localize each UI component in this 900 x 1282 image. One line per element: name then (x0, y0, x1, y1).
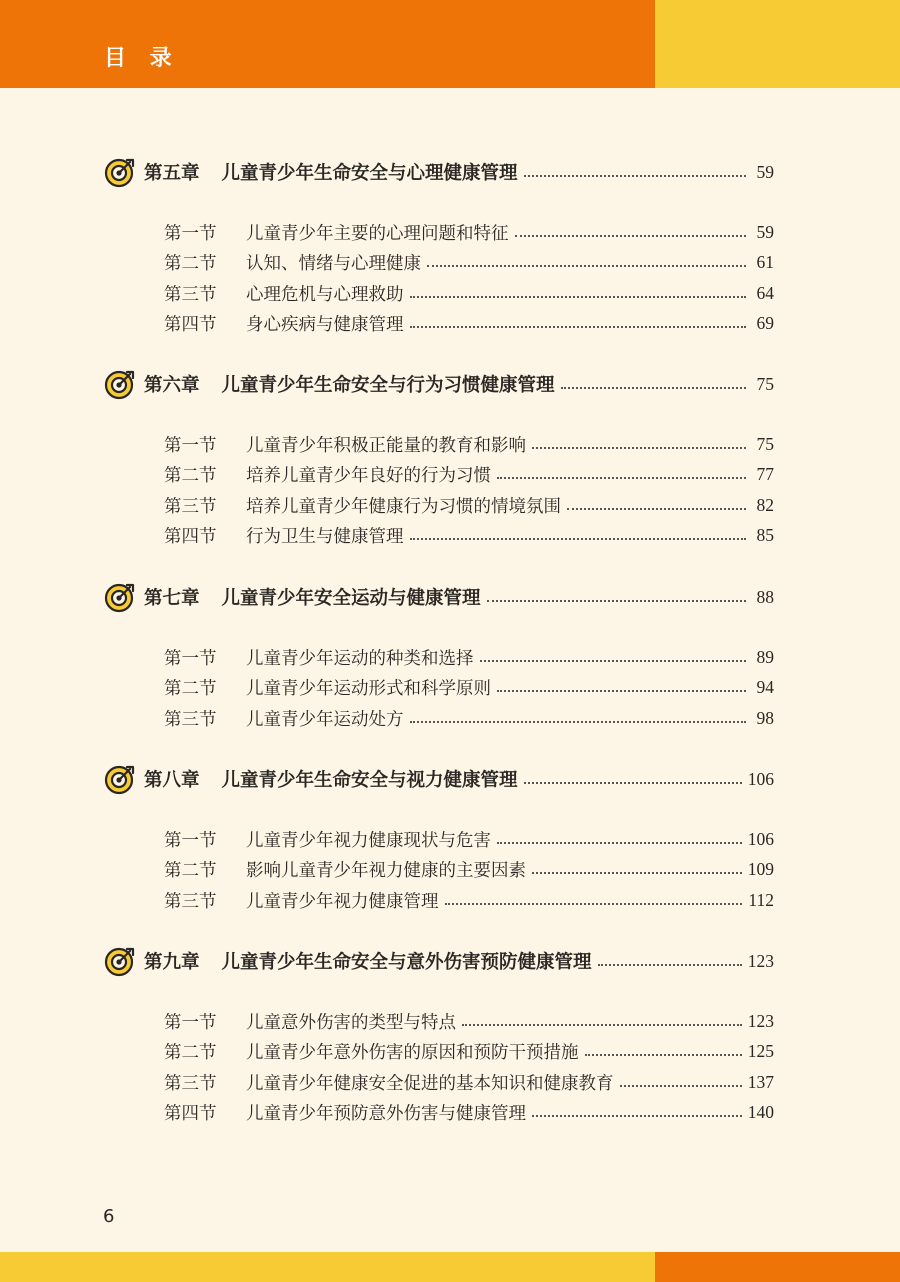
chapter-title: 儿童青少年生命安全与视力健康管理 (221, 770, 518, 791)
footer-yellow-block (0, 1252, 655, 1282)
chapter-page-number: 88 (756, 586, 774, 607)
section-entry[interactable] (164, 855, 774, 885)
section-page-number: 140 (747, 1102, 774, 1122)
section-title: 行为卫生与健康管理 (246, 527, 404, 547)
section-entry[interactable] (164, 490, 774, 520)
dot-leader (620, 1084, 742, 1087)
dot-leader (561, 386, 746, 389)
section-number: 第二节 (164, 861, 217, 881)
dot-leader (487, 599, 746, 602)
chapter-page-number: 59 (756, 161, 774, 182)
section-entry[interactable] (164, 460, 774, 490)
header-orange-block (0, 0, 655, 88)
section-number: 第四节 (164, 315, 217, 335)
section-page-number: 82 (756, 494, 774, 515)
chapter-title: 儿童青少年安全运动与健康管理 (221, 588, 481, 609)
section-entry[interactable] (164, 642, 774, 672)
target-icon (104, 580, 138, 614)
section-title: 儿童青少年主要的心理问题和特征 (246, 223, 509, 244)
dot-leader (524, 174, 746, 177)
section-title: 培养儿童青少年健康行为习惯的情境氛围 (246, 496, 561, 517)
dot-leader (532, 871, 742, 874)
section-title: 儿童青少年视力健康现状与危害 (246, 830, 491, 851)
section-title: 儿童青少年运动形式和科学原则 (246, 679, 491, 699)
chapter-number: 第九章 (144, 952, 200, 973)
chapter-title: 儿童青少年生命安全与意外伤害预防健康管理 (221, 952, 592, 973)
section-title: 培养儿童青少年良好的行为习惯 (246, 466, 491, 486)
section-title: 儿童青少年运动处方 (246, 709, 404, 730)
section-number: 第一节 (164, 223, 217, 244)
section-number: 第二节 (164, 254, 217, 274)
section-title: 儿童青少年积极正能量的教育和影响 (246, 435, 526, 456)
dot-leader (462, 1023, 742, 1026)
chapter-page-number: 123 (747, 950, 774, 971)
section-entry[interactable] (164, 1037, 774, 1067)
section-title: 儿童青少年健康安全促进的基本知识和健康教育 (246, 1073, 614, 1094)
dot-leader (598, 963, 742, 966)
dot-leader (497, 689, 746, 692)
section-number: 第三节 (164, 1073, 217, 1094)
section-entry[interactable] (164, 521, 774, 551)
section-title: 儿童青少年预防意外伤害与健康管理 (246, 1104, 526, 1124)
section-title: 儿童青少年视力健康管理 (246, 891, 439, 912)
section-number: 第一节 (164, 1012, 217, 1033)
chapter-page-number: 106 (747, 768, 774, 789)
section-title: 心理危机与心理救助 (246, 284, 404, 305)
section-title: 认知、情绪与心理健康 (246, 254, 421, 274)
dot-leader (567, 507, 746, 510)
section-number: 第三节 (164, 891, 217, 912)
dot-leader (427, 264, 746, 267)
chapter-number: 第五章 (144, 163, 200, 184)
dot-leader (410, 325, 747, 328)
target-icon (104, 762, 138, 796)
section-entry[interactable] (164, 1006, 774, 1036)
section-page-number: 64 (756, 282, 774, 303)
chapter-entry[interactable] (104, 157, 774, 187)
dot-leader (497, 841, 742, 844)
section-title: 儿童意外伤害的类型与特点 (246, 1012, 456, 1033)
footer-orange-block (655, 1252, 900, 1282)
section-page-number: 137 (747, 1071, 774, 1092)
section-number: 第四节 (164, 1104, 217, 1124)
section-page-number: 112 (748, 889, 774, 910)
dot-leader (585, 1053, 742, 1056)
section-entry[interactable] (164, 429, 774, 459)
footer-band (0, 1252, 900, 1282)
chapter-number: 第六章 (144, 375, 200, 396)
section-number: 第二节 (164, 466, 217, 486)
section-entry[interactable] (164, 703, 774, 733)
chapter-entry[interactable] (104, 582, 774, 612)
page-number: 6 (103, 1206, 115, 1227)
dot-leader (497, 476, 746, 479)
chapter-number: 第八章 (144, 770, 200, 791)
section-entry[interactable] (164, 1098, 774, 1128)
section-number: 第三节 (164, 284, 217, 305)
section-page-number: 75 (756, 433, 774, 454)
section-title: 身心疾病与健康管理 (246, 315, 404, 335)
section-page-number: 59 (756, 221, 774, 242)
dot-leader (524, 781, 742, 784)
section-number: 第一节 (164, 648, 217, 669)
dot-leader (445, 902, 743, 905)
section-title: 影响儿童青少年视力健康的主要因素 (246, 861, 526, 881)
section-number: 第一节 (164, 830, 217, 851)
section-title: 儿童青少年意外伤害的原因和预防干预措施 (246, 1043, 579, 1063)
section-entry[interactable] (164, 1067, 774, 1097)
chapter-title: 儿童青少年生命安全与心理健康管理 (221, 163, 518, 184)
target-icon (104, 155, 138, 189)
target-icon (104, 367, 138, 401)
chapter-entry[interactable] (104, 946, 774, 976)
page-title: 目 录 (104, 46, 180, 71)
section-number: 第二节 (164, 1043, 217, 1063)
section-page-number: 77 (756, 464, 774, 484)
dot-leader (532, 446, 746, 449)
section-page-number: 89 (756, 646, 774, 667)
section-entry[interactable] (164, 248, 774, 278)
section-number: 第二节 (164, 679, 217, 699)
chapter-title: 儿童青少年生命安全与行为习惯健康管理 (221, 375, 555, 396)
dot-leader (480, 659, 747, 662)
section-page-number: 61 (756, 252, 774, 272)
chapter-entry[interactable] (104, 369, 774, 399)
chapter-page-number: 75 (756, 373, 774, 394)
target-icon (104, 944, 138, 978)
dot-leader (532, 1114, 742, 1117)
chapter-entry[interactable] (104, 764, 774, 794)
section-number: 第三节 (164, 496, 217, 517)
section-entry[interactable] (164, 885, 774, 915)
header-yellow-block (655, 0, 900, 88)
dot-leader (410, 295, 747, 298)
section-entry[interactable] (164, 824, 774, 854)
section-title: 儿童青少年运动的种类和选择 (246, 648, 474, 669)
section-page-number: 98 (756, 707, 774, 728)
section-page-number: 106 (747, 828, 774, 849)
section-entry[interactable] (164, 278, 774, 308)
dot-leader (410, 537, 747, 540)
section-page-number: 94 (756, 677, 774, 697)
section-page-number: 109 (747, 859, 774, 879)
header-band (0, 0, 900, 88)
section-page-number: 123 (747, 1010, 774, 1031)
section-number: 第四节 (164, 527, 217, 547)
section-entry[interactable] (164, 309, 774, 339)
section-page-number: 69 (756, 313, 774, 333)
dot-leader (515, 234, 747, 237)
chapter-number: 第七章 (144, 588, 200, 609)
section-number: 第三节 (164, 709, 217, 730)
section-number: 第一节 (164, 435, 217, 456)
section-page-number: 85 (756, 525, 774, 545)
section-entry[interactable] (164, 673, 774, 703)
dot-leader (410, 720, 747, 723)
section-entry[interactable] (164, 217, 774, 247)
section-page-number: 125 (747, 1041, 774, 1061)
